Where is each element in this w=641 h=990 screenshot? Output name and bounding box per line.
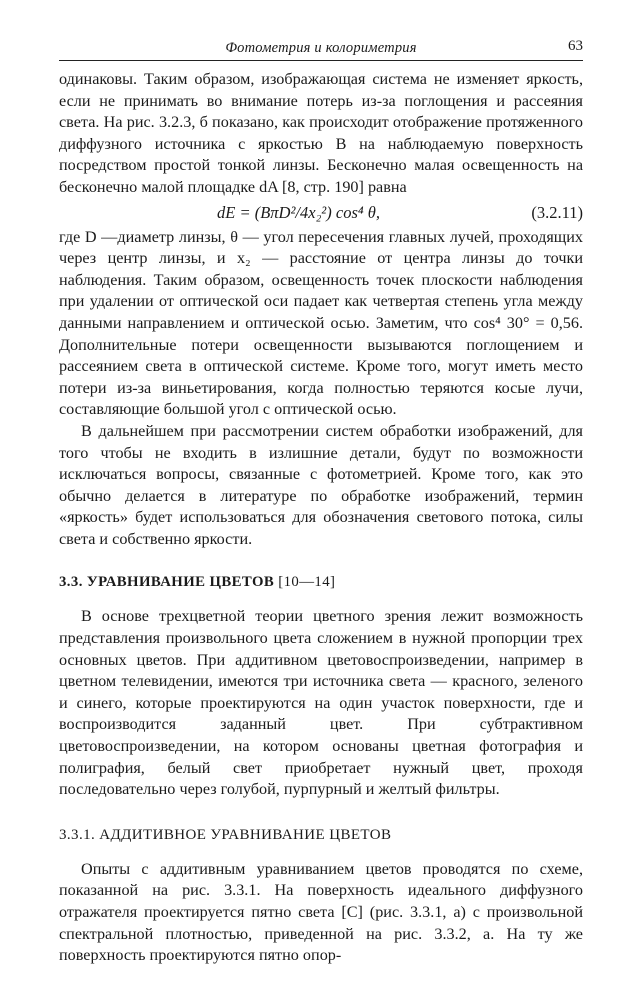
- paragraph-brightness-conservation: одинаковы. Таким образом, изображающая система не изменяет яркость, если не принимать во внимание потерь из-за поглощения и рассеяния света. На рис. 3.2.3, б показано, как происходит отображение протяженного диффузного источника с яркостью B на наблюдаемую поверхность посредством простой тонкой линзы. Бесконечно малая освещенность на бесконечно малой площадке dA [8, стр. 190] равна: [59, 70, 583, 196]
- equation-number: (3.2.11): [531, 202, 583, 222]
- book-page: [59, 36, 583, 967]
- section-heading: [59, 572, 583, 592]
- equation-3-2-11: [59, 199, 583, 227]
- paragraph-lens-falloff: где D —диаметр линзы, θ — угол пересечения главных лучей, проходящих через центр линзы, и x₂ — расстояние от центра линзы до точки наблюдения. Таким образом, освещенность точек плоскости наблюдения при удалении от оптической оси падает как четвертая степень угла между данными направлением и оптической осью. Заметим, что cos⁴ 30° = 0,56. Дополнительные потери освещенности вызываются поглощением и рассеянием света в оптической системе. Кроме того, могут иметь место потери из-за виньетирования, когда полностью теряются косые лучи, составляющие большой угол с оптической осью.: [59, 227, 583, 419]
- page-body: [59, 69, 583, 967]
- equation-expression: dE = (BπD²/4x₂²) cos⁴ θ,: [217, 202, 380, 222]
- paragraph-trichromatic-theory: В основе трехцветной теории цветного зрения лежит возможность представления произвольного цвета сложением в нужной пропорции трех основных цветов. При аддитивном цветовоспроизведении, например в цветном телевидении, имеются три источника света — красного, зеленого и синего, которые проектируются на один участок поверхности, где и воспроизводится заданный цвет. При субтрактивном цветовоспроизведении, на котором основаны цветная фотография и полиграфия, белый свет приобретает нужный цвет, проходя последовательно через голубой, пурпурный и желтый фильтры.: [59, 607, 583, 799]
- page-number: 63: [568, 38, 583, 54]
- page-header: [59, 36, 583, 61]
- subsection-heading: 3.3.1. АДДИТИВНОЕ УРАВНИВАНИЕ ЦВЕТОВ: [59, 826, 392, 843]
- section-references: [10—14]: [278, 574, 336, 591]
- paragraph-photometry-note: В дальнейшем при рассмотрении систем обработки изображений, для того чтобы не входить в излишние детали, будут по возможности исключаться вопросы, связанные с фотометрией. Кроме того, как это обычно делается в литературе по обработке изображений, термин «яркость» будет использоваться для обозначения светового потока, силы света и собственно яркости.: [59, 421, 583, 548]
- section-title: 3.3. УРАВНИВАНИЕ ЦВЕТОВ: [59, 574, 275, 591]
- paragraph-additive-matching: Опыты с аддитивным уравниванием цветов проводятся по схеме, показанной на рис. 3.3.1. На поверхность идеального диффузного отражателя проектируется пятно света [C] (рис. 3.3.1, а) с произвольной спектральной плотностью, приведенной на рис. 3.3.2, а. На ту же поверхность проектируются пятно опор-: [59, 859, 583, 965]
- running-title: Фотометрия и колориметрия: [225, 40, 417, 56]
